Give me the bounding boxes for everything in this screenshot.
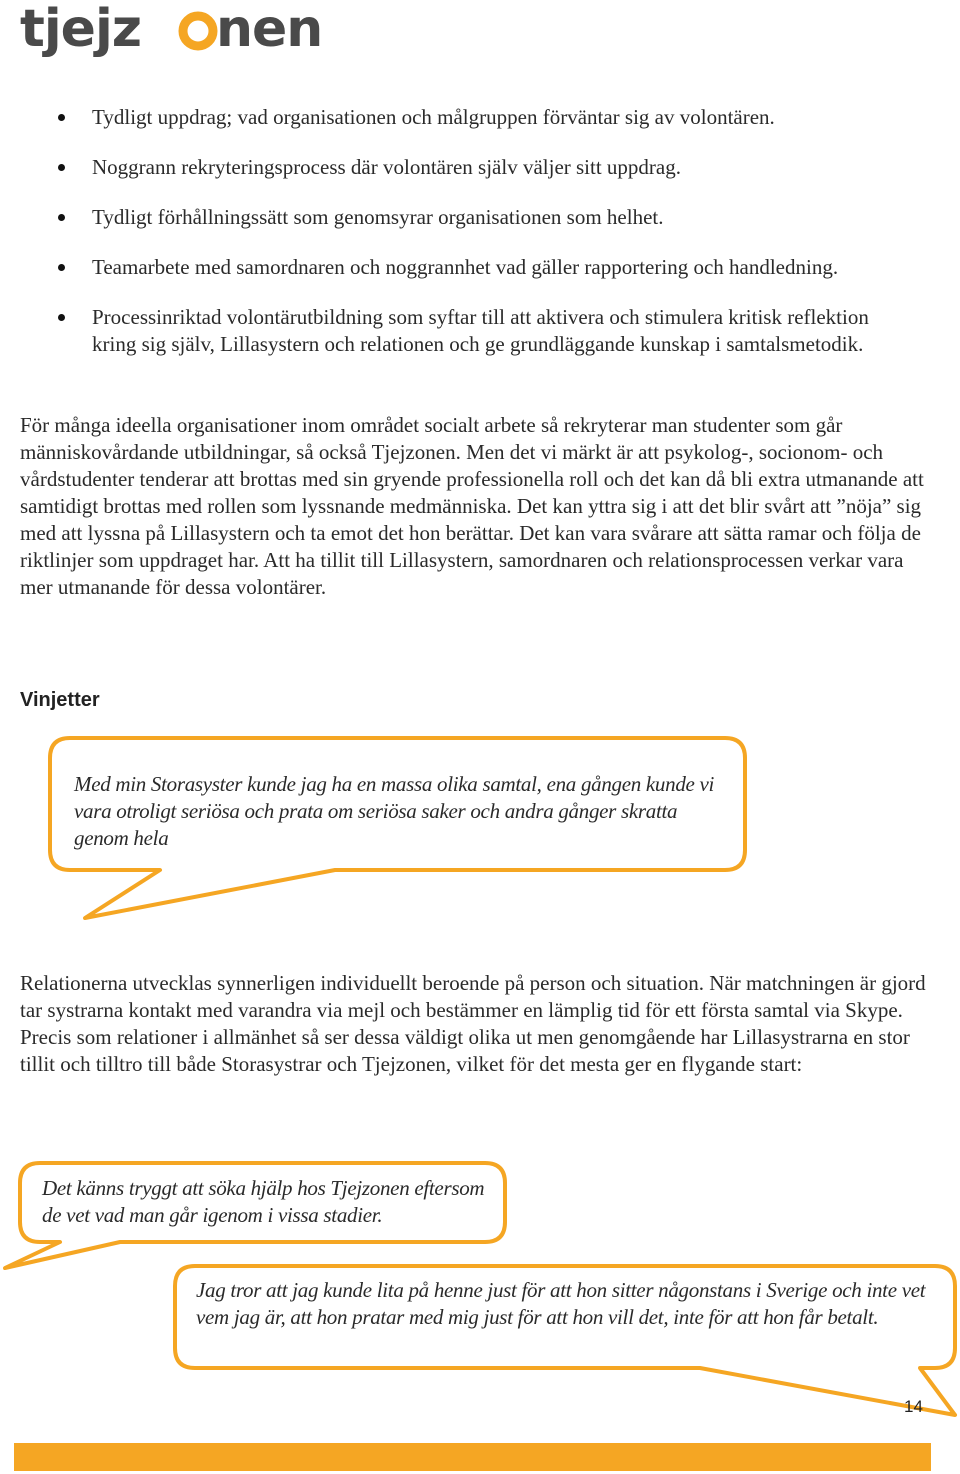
body-paragraph-2: Relationerna utvecklas synnerligen individuellt beroende på person och situation. När matchningen är gjord tar systrarna kontakt med varandra via mejl och bestämmer en lämplig tid för ett första samtal via Skype. Precis som relationer i allmänhet så ser dessa väldigt olika ut men genomgående har Lillasystrarna en stor tillit och tilltro till både Storasystrar och Tjejzonen, vilket för det mesta ger en flygande start: <box>20 971 926 1076</box>
list-item: Teamarbete med samordnaren och noggrannhet vad gäller rapportering och handledning. <box>0 254 960 281</box>
quote-2: Det känns tryggt att söka hjälp hos Tjejzonen eftersom de vet vad man går igenom i vissa stadier. <box>42 1176 485 1227</box>
footer-bar <box>14 1443 931 1471</box>
page-number: 14 <box>904 1397 923 1416</box>
list-item: Noggrann rekryteringsprocess där volontären själv väljer sitt uppdrag. <box>0 154 960 181</box>
quote-1: Med min Storasyster kunde jag ha en massa olika samtal, ena gången kunde vi vara otroligt seriösa och prata om seriösa saker och andra gånger skratta genom hela <box>74 772 715 850</box>
list-item: Tydligt förhållningssätt som genomsyrar organisationen som helhet. <box>0 204 960 231</box>
section-heading: Vinjetter <box>20 689 100 711</box>
svg-text:nen: nen <box>216 0 323 59</box>
svg-text:tjejz: tjejz <box>20 0 142 59</box>
list-item: Tydligt uppdrag; vad organisationen och målgruppen förväntar sig av volontären. <box>0 104 960 131</box>
list-item: Processinriktad volontärutbildning som syftar till att aktivera och stimulera kritisk reflektion kring sig själv, Lillasystern och relationen och ge grundläggande kunskap i samtalsmetodik. <box>0 304 960 358</box>
quote-3: Jag tror att jag kunde lita på henne just för att hon sitter någonstans i Sverige och inte vet vem jag är, att hon pratar med mig just för att hon vill det, inte för att hon får betalt. <box>196 1278 926 1329</box>
body-paragraph-1: För många ideella organisationer inom området socialt arbete så rekryterar man studenter som går människovårdande utbildningar, så också Tjejzonen. Men det vi märkt är att psykolog-, socionom- och vårdstudenter tenderar att brottas med sin gryende professionella roll och det kan då bli extra utmanande att samtidigt brottas med rollen som lyssnande medmänniska. Det kan yttra sig i att det blir svårt att ”nöja” sig med att lyssna på Lillasystern och ta emot det hon berättar. Det kan vara svårare att sätta ramar och följa de riktlinjer som uppdraget har. Att ha tillit till Lillasystern, samordnaren och relationsprocessen verkar vara mer utmanande för dessa volontärer. <box>20 413 924 599</box>
